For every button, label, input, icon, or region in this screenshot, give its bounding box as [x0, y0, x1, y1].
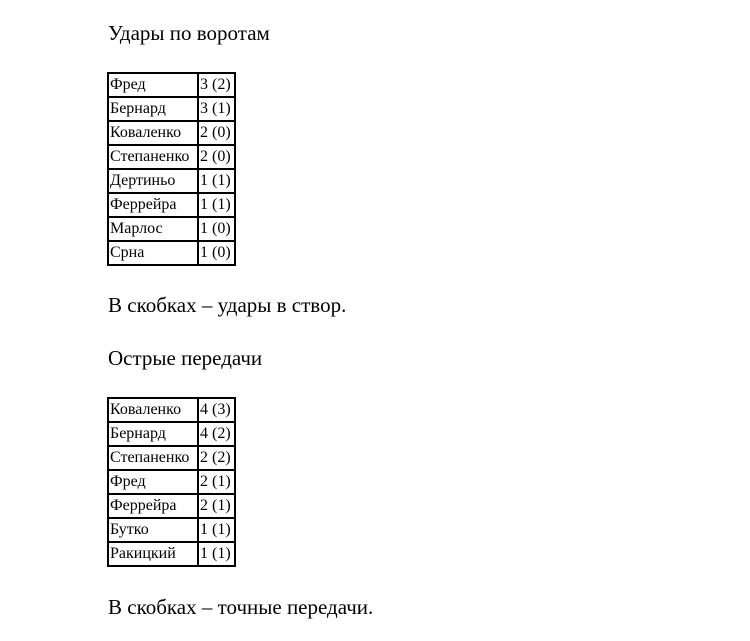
player-name: Ракицкий — [108, 542, 198, 566]
player-shots: 1 (0) — [198, 241, 235, 265]
player-shots: 1 (0) — [198, 217, 235, 241]
passes-heading: Острые передачи — [108, 346, 263, 370]
table-row — [108, 145, 235, 169]
player-passes: 1 (1) — [198, 542, 235, 566]
player-name: Срна — [108, 241, 198, 265]
table-row — [108, 398, 235, 422]
player-passes: 2 (1) — [198, 494, 235, 518]
table-row — [108, 121, 235, 145]
table-row — [108, 97, 235, 121]
table-row — [108, 73, 235, 97]
table-row — [108, 542, 235, 566]
table-row — [108, 494, 235, 518]
player-name: Степаненко — [108, 446, 198, 470]
player-shots: 2 (0) — [198, 145, 235, 169]
shots-table — [107, 72, 236, 266]
player-name: Коваленко — [108, 121, 198, 145]
player-shots: 3 (1) — [198, 97, 235, 121]
player-passes: 4 (2) — [198, 422, 235, 446]
player-passes: 2 (2) — [198, 446, 235, 470]
player-shots: 1 (1) — [198, 193, 235, 217]
table-row — [108, 217, 235, 241]
player-shots: 1 (1) — [198, 169, 235, 193]
shots-heading: Удары по воротам — [108, 21, 270, 45]
player-name: Феррейра — [108, 494, 198, 518]
player-passes: 1 (1) — [198, 518, 235, 542]
table-row — [108, 169, 235, 193]
player-passes: 4 (3) — [198, 398, 235, 422]
table-row — [108, 518, 235, 542]
shots-note: В скобках – удары в створ. — [108, 293, 347, 317]
table-row — [108, 446, 235, 470]
passes-table — [107, 397, 236, 567]
player-passes: 2 (1) — [198, 470, 235, 494]
player-name: Дертиньо — [108, 169, 198, 193]
player-name: Фред — [108, 73, 198, 97]
player-name: Марлос — [108, 217, 198, 241]
table-row — [108, 422, 235, 446]
player-name: Фред — [108, 470, 198, 494]
table-row — [108, 470, 235, 494]
player-name: Бернард — [108, 422, 198, 446]
passes-note: В скобках – точные передачи. — [108, 595, 374, 619]
table-row — [108, 193, 235, 217]
player-name: Степаненко — [108, 145, 198, 169]
player-name: Бернард — [108, 97, 198, 121]
player-name: Бутко — [108, 518, 198, 542]
player-name: Коваленко — [108, 398, 198, 422]
table-row — [108, 241, 235, 265]
player-shots: 2 (0) — [198, 121, 235, 145]
player-shots: 3 (2) — [198, 73, 235, 97]
player-name: Феррейра — [108, 193, 198, 217]
